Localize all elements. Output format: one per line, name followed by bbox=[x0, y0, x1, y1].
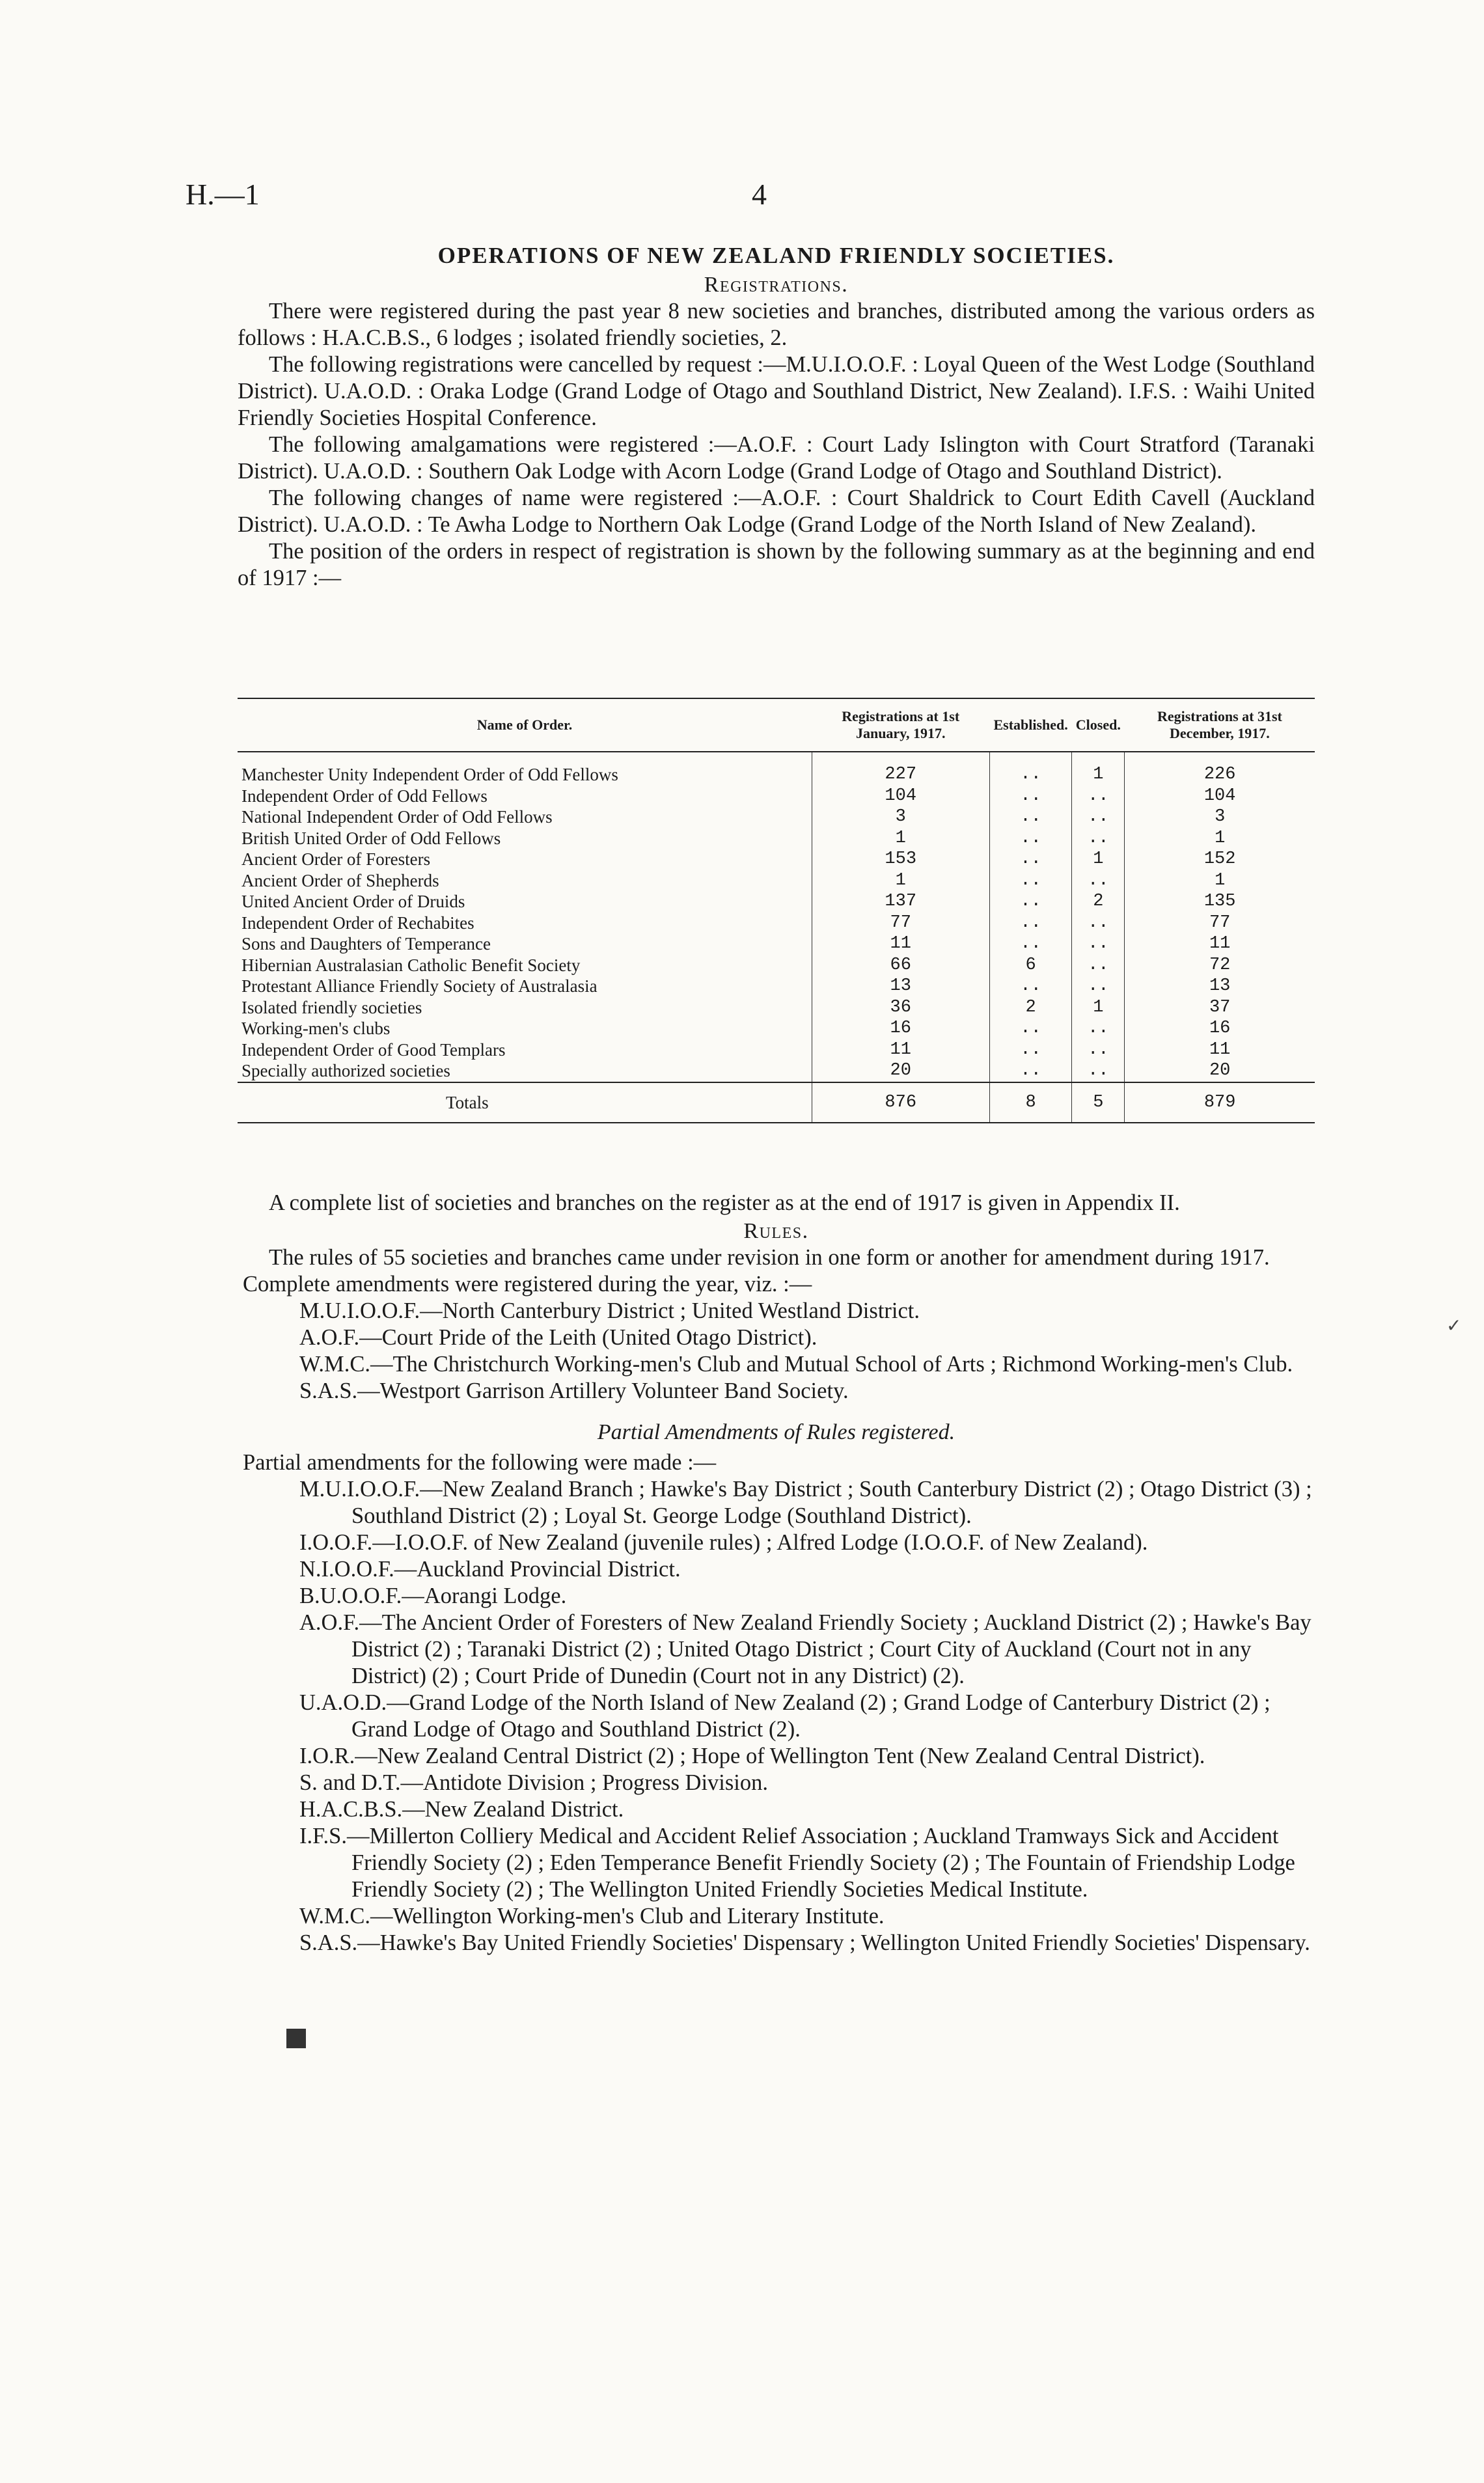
established-count: .. bbox=[989, 1060, 1071, 1082]
rules-intro: The rules of 55 societies and branches came under revision in one form or another for amendment during 1917. bbox=[269, 1245, 1270, 1270]
table-row bbox=[238, 976, 1315, 997]
table-row bbox=[238, 997, 1315, 1019]
order-name: Independent Order of Rechabites bbox=[241, 912, 474, 933]
order-name: United Ancient Order of Druids bbox=[241, 892, 465, 911]
end-count: 1 bbox=[1125, 870, 1315, 892]
table-row bbox=[238, 849, 1315, 870]
amendment-item: B.U.O.O.F.—Aorangi Lodge. bbox=[299, 1584, 567, 1608]
complete-intro: Complete amendments were registered during the year, viz. :— bbox=[243, 1272, 812, 1296]
amendment-item: W.M.C.—Wellington Working-men's Club and Literary Institute. bbox=[299, 1904, 885, 1928]
established-count: .. bbox=[989, 828, 1071, 849]
partial-heading: Partial Amendments of Rules registered. bbox=[597, 1420, 955, 1444]
table-row bbox=[238, 955, 1315, 976]
order-name: British United Order of Odd Fellows bbox=[241, 828, 501, 848]
amendment-item: S.A.S.—Westport Garrison Artillery Volunteer Band Society. bbox=[299, 1379, 849, 1403]
closed-count: 1 bbox=[1072, 849, 1125, 870]
established-count: .. bbox=[989, 933, 1071, 955]
table-row bbox=[238, 1060, 1315, 1082]
start-count: 11 bbox=[812, 1039, 989, 1061]
table-row bbox=[238, 828, 1315, 849]
end-count: 104 bbox=[1125, 786, 1315, 807]
established-count: 2 bbox=[989, 997, 1071, 1019]
start-count: 36 bbox=[812, 997, 989, 1019]
order-name: Ancient Order of Foresters bbox=[241, 849, 431, 869]
registrations-heading: Registrations. bbox=[704, 273, 849, 297]
established-count: .. bbox=[989, 912, 1071, 934]
margin-mark-icon: ✓ bbox=[1446, 1316, 1462, 1336]
established-count: .. bbox=[989, 1018, 1071, 1039]
start-count: 16 bbox=[812, 1018, 989, 1039]
start-count: 1 bbox=[812, 828, 989, 849]
established-count: .. bbox=[989, 786, 1071, 807]
paragraph: The following registrations were cancelled by request :—M.U.I.O.O.F. : Loyal Queen of the West Lodge (Southland District). U.A.O.D. : Oraka Lodge (Grand Lodge of Otago and Southland District, New Zealand). I.F.S. : Waihi United Friendly Societies Hospital Conference. bbox=[238, 352, 1315, 430]
totals-established: 8 bbox=[989, 1082, 1071, 1123]
start-count: 104 bbox=[812, 786, 989, 807]
table-row bbox=[238, 752, 1315, 786]
registration-table bbox=[238, 698, 1315, 1123]
end-count: 226 bbox=[1125, 752, 1315, 786]
column-header: Name of Order. bbox=[238, 698, 812, 752]
end-count: 11 bbox=[1125, 1039, 1315, 1061]
appendix-note: A complete list of societies and branches on the register as at the end of 1917 is given in Appendix II. bbox=[269, 1190, 1180, 1215]
end-count: 1 bbox=[1125, 828, 1315, 849]
end-count: 72 bbox=[1125, 955, 1315, 976]
amendment-item: W.M.C.—The Christchurch Working-men's Club and Mutual School of Arts ; Richmond Working-men's Club. bbox=[299, 1352, 1293, 1377]
closed-count: .. bbox=[1072, 806, 1125, 828]
amendment-item: I.O.R.—New Zealand Central District (2) ; Hope of Wellington Tent (New Zealand Central District). bbox=[299, 1744, 1205, 1768]
table-row bbox=[238, 1039, 1315, 1061]
page-number: 4 bbox=[752, 178, 767, 211]
end-count: 20 bbox=[1125, 1060, 1315, 1082]
established-count: .. bbox=[989, 870, 1071, 892]
rules-heading: Rules. bbox=[743, 1219, 809, 1243]
partial-intro: Partial amendments for the following were made :— bbox=[243, 1450, 717, 1475]
established-count: 6 bbox=[989, 955, 1071, 976]
established-count: .. bbox=[989, 752, 1071, 786]
registration-table-wrapper bbox=[238, 698, 1315, 1123]
table-row bbox=[238, 806, 1315, 828]
established-count: .. bbox=[989, 891, 1071, 912]
amendment-item: I.O.O.F.—I.O.O.F. of New Zealand (juvenile rules) ; Alfred Lodge (I.O.O.F. of New Zealand). bbox=[299, 1530, 1148, 1555]
start-count: 11 bbox=[812, 933, 989, 955]
start-count: 137 bbox=[812, 891, 989, 912]
start-count: 13 bbox=[812, 976, 989, 997]
closed-count: 1 bbox=[1072, 997, 1125, 1019]
closed-count: 1 bbox=[1072, 752, 1125, 786]
closed-count: .. bbox=[1072, 828, 1125, 849]
order-name: Independent Order of Odd Fellows bbox=[241, 786, 488, 806]
totals-row bbox=[238, 1082, 1315, 1123]
end-count: 11 bbox=[1125, 933, 1315, 955]
amendment-item: M.U.I.O.O.F.—North Canterbury District ; United Westland District. bbox=[299, 1298, 920, 1323]
column-header: Closed. bbox=[1072, 698, 1125, 752]
end-count: 152 bbox=[1125, 849, 1315, 870]
column-header: Established. bbox=[989, 698, 1071, 752]
start-count: 20 bbox=[812, 1060, 989, 1082]
closed-count: 2 bbox=[1072, 891, 1125, 912]
order-name: Hibernian Australasian Catholic Benefit Society bbox=[241, 955, 581, 975]
end-count: 135 bbox=[1125, 891, 1315, 912]
amendment-item: I.F.S.—Millerton Colliery Medical and Accident Relief Association ; Auckland Tramways Sick and Accident Friendly Society (2) ; Eden Temperance Benefit Friendly Society (2) ; The Fountain of Friendship Lodge Friendly Society (2) ; The Wellington United Friendly Societies Medical Institute. bbox=[299, 1824, 1295, 1902]
totals-closed: 5 bbox=[1072, 1082, 1125, 1123]
start-count: 1 bbox=[812, 870, 989, 892]
order-name: Independent Order of Good Templars bbox=[241, 1039, 506, 1060]
amendment-item: U.A.O.D.—Grand Lodge of the North Island of New Zealand (2) ; Grand Lodge of Canterbury District (2) ; Grand Lodge of Otago and Southland District (2). bbox=[299, 1690, 1271, 1742]
totals-start: 876 bbox=[812, 1082, 989, 1123]
amendment-item: S.A.S.—Hawke's Bay United Friendly Societies' Dispensary ; Wellington United Friendly Societies' Dispensary. bbox=[299, 1930, 1310, 1955]
end-count: 37 bbox=[1125, 997, 1315, 1019]
running-head: H.—1 bbox=[186, 178, 260, 211]
start-count: 3 bbox=[812, 806, 989, 828]
amendment-item: S. and D.T.—Antidote Division ; Progress Division. bbox=[299, 1770, 769, 1795]
column-header: Registrations at 31st December, 1917. bbox=[1125, 698, 1315, 752]
end-count: 16 bbox=[1125, 1018, 1315, 1039]
end-count: 13 bbox=[1125, 976, 1315, 997]
table-row bbox=[238, 891, 1315, 912]
order-name: Working-men's clubs bbox=[241, 1019, 391, 1038]
page-title: OPERATIONS OF NEW ZEALAND FRIENDLY SOCIETIES. bbox=[437, 243, 1115, 268]
established-count: .. bbox=[989, 1039, 1071, 1061]
complete-amendments-list bbox=[238, 1298, 1315, 1405]
order-name: Isolated friendly societies bbox=[241, 997, 422, 1017]
closed-count: .. bbox=[1072, 786, 1125, 807]
table-row bbox=[238, 786, 1315, 807]
amendment-item: H.A.C.B.S.—New Zealand District. bbox=[299, 1797, 624, 1822]
paragraph: There were registered during the past year 8 new societies and branches, distributed among the various orders as follows : H.A.C.B.S., 6 lodges ; isolated friendly societies, 2. bbox=[238, 299, 1315, 350]
paragraph: The following changes of name were registered :—A.O.F. : Court Shaldrick to Court Edith Cavell (Auckland District). U.A.O.D. : Te Awha Lodge to Northern Oak Lodge (Grand Lodge of the North Island of New Zealand). bbox=[238, 486, 1315, 537]
amendment-item: N.I.O.O.F.—Auckland Provincial District. bbox=[299, 1557, 681, 1582]
established-count: .. bbox=[989, 849, 1071, 870]
amendment-item: A.O.F.—Court Pride of the Leith (United Otago District). bbox=[299, 1325, 818, 1350]
closed-count: .. bbox=[1072, 955, 1125, 976]
amendment-item: A.O.F.—The Ancient Order of Foresters of New Zealand Friendly Society ; Auckland District (2) ; Hawke's Bay District (2) ; Taranaki District (2) ; United Otago District ; Court City of Auckland (Court not in any District) (2) ; Court Pride of Dunedin (Court not in any District) (2). bbox=[299, 1610, 1312, 1688]
closed-count: .. bbox=[1072, 976, 1125, 997]
closed-count: .. bbox=[1072, 933, 1125, 955]
start-count: 227 bbox=[812, 752, 989, 786]
paragraph: The position of the orders in respect of registration is shown by the following summary as at the beginning and end of 1917 :— bbox=[238, 539, 1315, 590]
rules-section bbox=[238, 1190, 1315, 1956]
end-count: 3 bbox=[1125, 806, 1315, 828]
closed-count: .. bbox=[1072, 1039, 1125, 1061]
table-row bbox=[238, 1018, 1315, 1039]
registrations-section bbox=[238, 242, 1315, 592]
amendment-item: M.U.I.O.O.F.—New Zealand Branch ; Hawke's Bay District ; South Canterbury District (2) ; Otago District (3) ; Southland District (2) ; Loyal St. George Lodge (Southland District). bbox=[299, 1477, 1312, 1528]
closed-count: .. bbox=[1072, 870, 1125, 892]
closed-count: .. bbox=[1072, 912, 1125, 934]
order-name: Protestant Alliance Friendly Society of Australasia bbox=[241, 976, 598, 996]
table-row bbox=[238, 870, 1315, 892]
closed-count: .. bbox=[1072, 1060, 1125, 1082]
order-name: Sons and Daughters of Temperance bbox=[241, 934, 491, 953]
table-row bbox=[238, 912, 1315, 934]
order-name: Manchester Unity Independent Order of Odd Fellows bbox=[241, 765, 618, 784]
closed-count: .. bbox=[1072, 1018, 1125, 1039]
start-count: 153 bbox=[812, 849, 989, 870]
scan-artifact-icon bbox=[286, 2029, 306, 2048]
end-count: 77 bbox=[1125, 912, 1315, 934]
established-count: .. bbox=[989, 976, 1071, 997]
table-header-row bbox=[238, 698, 1315, 752]
order-name: Ancient Order of Shepherds bbox=[241, 870, 439, 890]
partial-amendments-list bbox=[238, 1476, 1315, 1956]
table-row bbox=[238, 933, 1315, 955]
totals-end: 879 bbox=[1125, 1082, 1315, 1123]
column-header: Registrations at 1st January, 1917. bbox=[812, 698, 989, 752]
order-name: National Independent Order of Odd Fellows bbox=[241, 807, 553, 827]
totals-label: Totals bbox=[238, 1082, 812, 1123]
start-count: 66 bbox=[812, 955, 989, 976]
paragraph: The following amalgamations were registered :—A.O.F. : Court Lady Islington with Court Stratford (Taranaki District). U.A.O.D. : Southern Oak Lodge with Acorn Lodge (Grand Lodge of Otago and Southland District). bbox=[238, 432, 1315, 484]
start-count: 77 bbox=[812, 912, 989, 934]
order-name: Specially authorized societies bbox=[241, 1061, 450, 1080]
established-count: .. bbox=[989, 806, 1071, 828]
